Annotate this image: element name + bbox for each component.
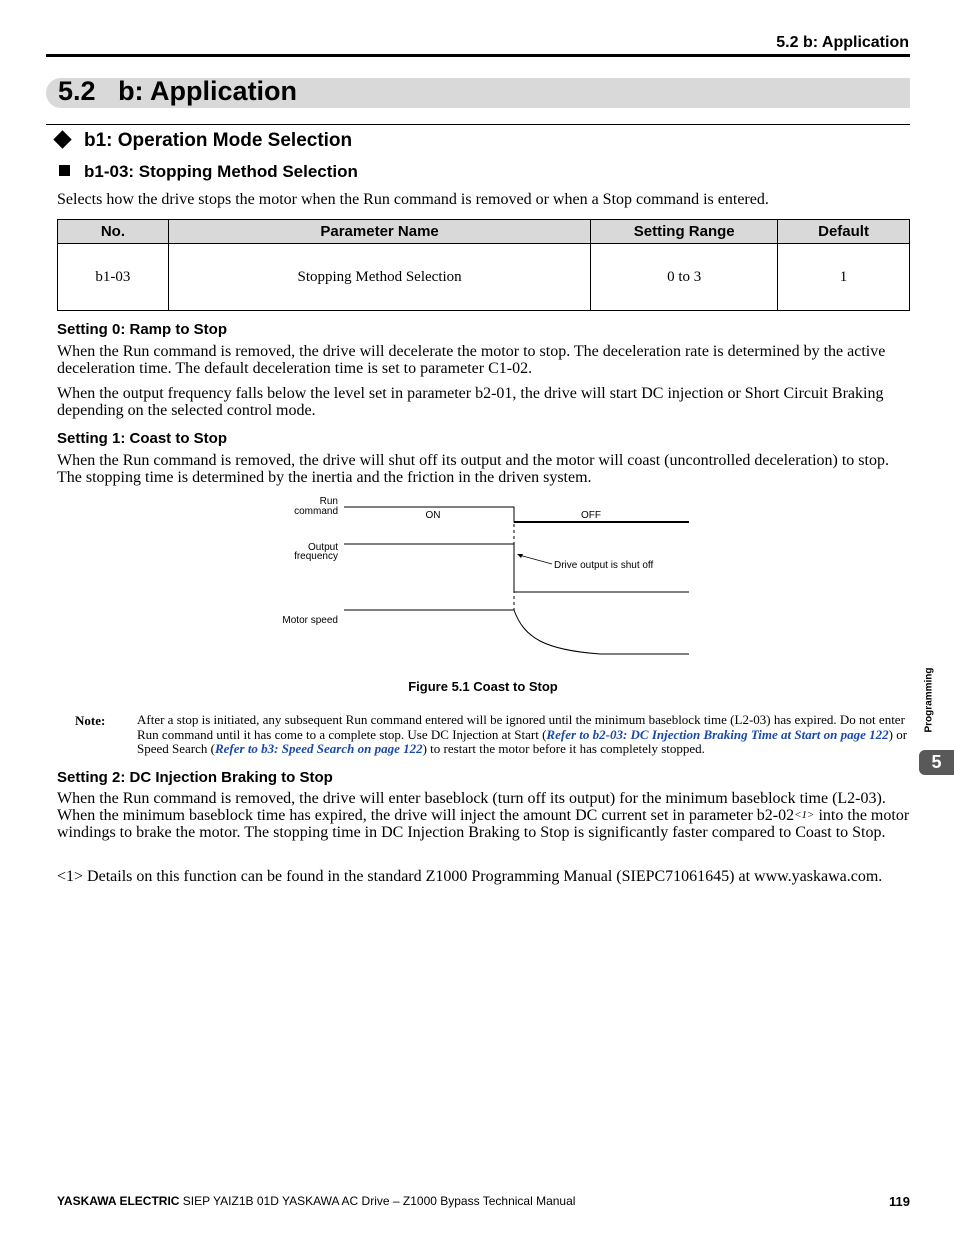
run-label-line1: Run [319,496,338,507]
footer-brand: YASKAWA ELECTRIC [57,1194,180,1208]
section-rule [46,124,910,125]
square-bullet-icon [59,165,70,176]
output-label-line1: Output [307,542,338,553]
motor-speed-label: Motor speed [282,615,338,626]
section-number: 5.2 [58,76,96,106]
subsection-title: b1: Operation Mode Selection [84,130,353,151]
table-header-cell: Setting Range [591,220,778,244]
run-label-line2: command [294,506,338,517]
table-cell: b1-03 [58,244,169,311]
parameter-table [57,219,910,311]
footnote-reference: <1> [794,809,815,821]
note-text [137,713,915,757]
table-cell: 1 [778,244,910,311]
chapter-side-label-text: Programming [923,667,935,733]
footnote-text: <1> Details on this function can be found in the standard Z1000 Programming Manual (SIEPC71061645) at www.yaskawa.com. [57,868,883,885]
note-text-part: ) or Speed Search ( [137,726,908,756]
section-title [58,76,297,107]
table-cell: Stopping Method Selection [168,244,590,311]
setting2-text-part: into the motor windings to brake the motor. The stopping time in DC Injection Braking to Stop is significantly faster compared to Coast to Stop. [57,807,910,841]
intro-paragraph: Selects how the drive stops the motor when the Run command is removed or when a Stop command is entered. [57,191,769,208]
footer-manual-title: SIEP YAIZ1B 01D YASKAWA AC Drive – Z1000 Bypass Technical Manual [179,1194,576,1208]
header-rule [46,54,910,57]
chapter-tab-number: 5 [931,752,942,772]
run-command-signal [344,507,689,522]
parameter-title: b1-03: Stopping Method Selection [84,162,358,181]
shutoff-label: Drive output is shut off [554,560,654,571]
setting0-paragraph-1: When the Run command is removed, the drive will decelerate the motor to stop. The deceleration rate is determined by the active deceleration time. The default deceleration time is set to parameter C1-02. [57,343,886,377]
table-header-cell: Parameter Name [168,220,590,244]
running-header: 5.2 b: Application [776,34,909,51]
off-label: OFF [581,510,601,521]
b3-reference-link[interactable]: Refer to b3: Speed Search on page 122 [214,741,423,756]
footer [57,1194,575,1208]
callout-line [519,555,552,564]
page-number: 119 [889,1194,910,1209]
setting1-paragraph-1: When the Run command is removed, the drive will shut off its output and the motor will coast (uncontrolled deceleration) to stop. The stopping time is determined by the inertia and the friction in the driven system. [57,452,889,486]
on-label: ON [425,510,441,521]
table-cell: 0 to 3 [591,244,778,311]
setting2-heading: Setting 2: DC Injection Braking to Stop [57,769,333,786]
setting0-paragraph-2: When the output frequency falls below the level set in parameter b2-01, the drive will start DC injection or Short Circuit Braking depending on the selected control mode. [57,385,884,419]
setting0-heading: Setting 0: Ramp to Stop [57,321,227,338]
note-text-part: ) to restart the motor before it has completely stopped. [422,741,705,756]
diamond-bullet-icon [53,130,71,148]
setting1-heading: Setting 1: Coast to Stop [57,430,227,447]
chapter-side-label [919,660,939,740]
table-row [58,244,910,311]
output-label-line2: frequency [294,551,338,562]
section-name: b: Application [118,76,298,106]
note-text-part: After a stop is initiated, any subsequent Run command entered will be ignored until the minimum baseblock time (L2-03) has expired. Do not enter Run command until it has come to a complete stop. Use DC Injection at Start ( [137,712,905,742]
setting2-paragraph-1 [57,790,913,841]
figure-caption: Figure 5.1 Coast to Stop [408,679,558,694]
setting2-text-part: When the Run command is removed, the drive will enter baseblock (turn off its output) for the minimum baseblock time (L2-03). When the minimum baseblock time has expired, the drive will inject the amount DC current set in parameter b2-02 [57,790,886,824]
table-header-cell: Default [778,220,910,244]
table-header-cell: No. [58,220,169,244]
coast-to-stop-timing-diagram [0,490,954,670]
motor-speed-curve [344,610,689,654]
note-label: Note: [75,713,106,728]
b2-03-reference-link[interactable]: Refer to b2-03: DC Injection Braking Time at Start on page 122 [546,726,889,742]
table-header-row [58,220,910,244]
